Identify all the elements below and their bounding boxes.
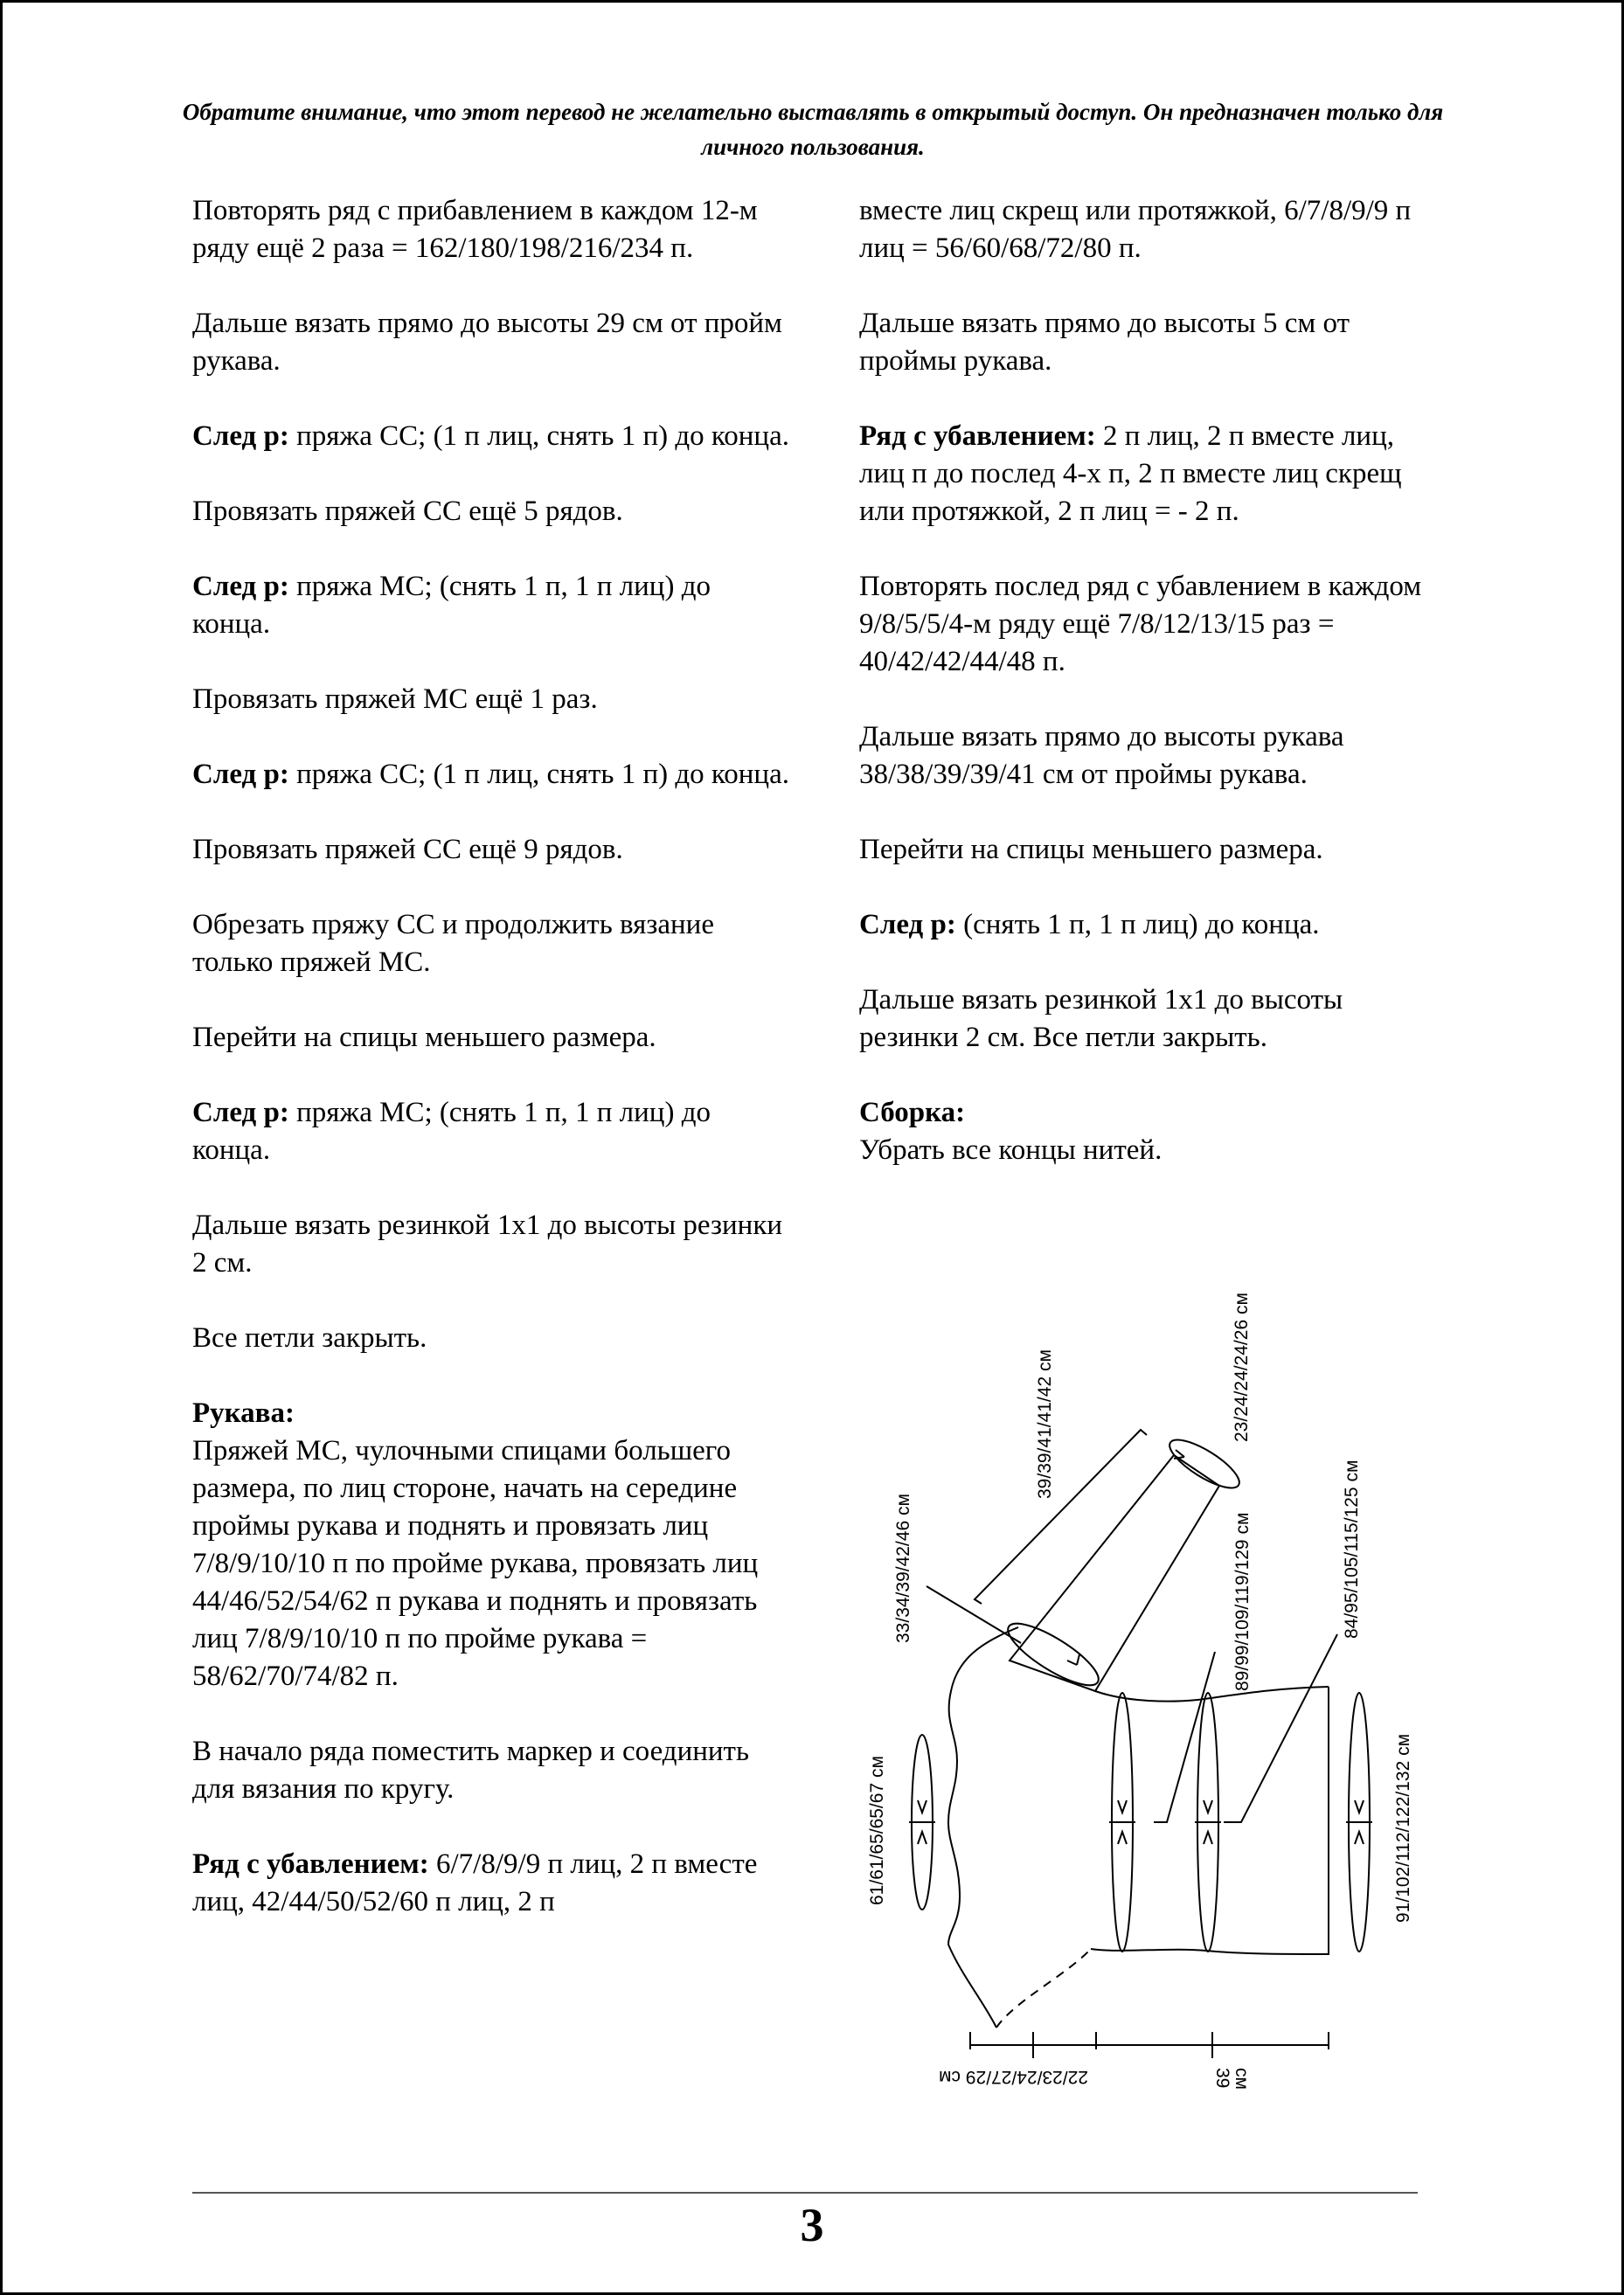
section-heading: Рукава:	[192, 1397, 295, 1429]
lower-body-ellipse	[1195, 1693, 1221, 1952]
paragraph: След р: пряжа МС; (снять 1 п, 1 п лиц) до конца.	[192, 1097, 711, 1166]
bottom-depth-label: 22/23/24/27/29 см	[939, 2067, 1088, 2087]
chest-label: 89/99/109/119/129 см	[1232, 1512, 1253, 1691]
paragraph: Все петли закрыть.	[192, 1322, 427, 1354]
paragraph: Дальше вязать прямо до высоты рукава 38/38/39/39/41 см от проймы рукава.	[859, 721, 1344, 790]
translation-notice: Обратите внимание, что этот перевод не желательно выставлять в открытый доступ. Он предназначен только для личного пользования.	[182, 99, 1444, 160]
bottom-length-unit: см	[1232, 2068, 1252, 2090]
paragraph: Дальше вязать прямо до высоты 5 см от проймы рукава.	[859, 308, 1350, 377]
paragraph: След р: пряжа СС; (1 п лиц, снять 1 п) до конца.	[192, 759, 789, 790]
lower-body-label: 84/95/105/115/125 см	[1342, 1460, 1362, 1639]
sleeve-length-bracket	[975, 1430, 1147, 1604]
body-hem-dashed	[996, 1949, 1091, 2028]
upper-arm-label: 33/34/39/42/46 см	[893, 1494, 913, 1643]
paragraph: Ряд с убавлением: 6/7/8/9/9 п лиц, 2 п вместе лиц, 42/44/50/52/60 п лиц, 2 п	[192, 1848, 758, 1917]
paragraph: Провязать пряжей СС ещё 5 рядов.	[192, 496, 623, 527]
paragraph: Дальше вязать резинкой 1х1 до высоты резинки 2 см.	[192, 1210, 783, 1279]
sleeves-section: Рукава: Пряжей МС, чулочными спицами большего размера, по лиц стороне, начать на середине проймы рукава и поднять и провязать лиц 7/8/9/10/10 п по пройме рукава, провязать лиц 44/46/52/54/62 п рукава и поднять и провязать лиц 7/8/9/10/10 п по пройме рукава = 58/62/70/74/82 п.	[192, 1397, 759, 1692]
paragraph: Обрезать пряжу СС и продолжить вязание только пряжей МС.	[192, 909, 714, 978]
paragraph: Повторять ряд с прибавлением в каждом 12-м ряду ещё 2 раза = 162/180/198/216/234 п.	[192, 195, 758, 264]
upper-arm-ellipse	[1001, 1613, 1107, 1695]
paragraph: вместе лиц скрещ или протяжкой, 6/7/8/9/9 п лиц = 56/60/68/72/80 п.	[859, 195, 1412, 264]
chest-pointer	[1154, 1652, 1215, 1822]
section-heading: Сборка:	[859, 1097, 966, 1128]
paragraph: Перейти на спицы меньшего размера.	[859, 834, 1323, 865]
bottom-ruler	[970, 2032, 1329, 2058]
paragraph: След р: пряжа МС; (снять 1 п, 1 п лиц) до конца.	[192, 571, 711, 640]
cuff-label: 23/24/24/24/26 см	[1232, 1293, 1252, 1442]
paragraph: В начало ряда поместить маркер и соединить для вязания по кругу.	[192, 1736, 750, 1805]
upper-arm-pointer	[927, 1586, 1021, 1643]
paragraph: След р: (снять 1 п, 1 п лиц) до конца.	[859, 909, 1320, 940]
sleeve-length-label: 39/39/41/41/42 см	[1035, 1349, 1055, 1499]
paragraph: Провязать пряжей МС ещё 1 раз.	[192, 683, 598, 715]
yoke-label: 61/61/65/65/67 см	[867, 1756, 887, 1905]
hem-ellipse	[1346, 1693, 1372, 1952]
page-number: 3	[800, 2199, 824, 2251]
paragraph: Дальше вязать резинкой 1х1 до высоты резинки 2 см. Все петли закрыть.	[859, 984, 1343, 1053]
paragraph: Провязать пряжей СС ещё 9 рядов.	[192, 834, 623, 865]
body-outline	[948, 1627, 1018, 2028]
paragraph: Ряд с убавлением: 2 п лиц, 2 п вместе лиц, лиц п до послед 4-х п, 2 п вместе лиц скрещ или протяжкой, 2 п лиц = - 2 п.	[859, 420, 1402, 527]
assembly-section: Сборка: Убрать все концы нитей.	[859, 1097, 1162, 1166]
hem-label: 91/102/112/122/132 см	[1393, 1733, 1413, 1923]
body-bottom-edge	[1091, 1687, 1329, 1954]
bottom-length-value: 39	[1212, 2068, 1232, 2089]
paragraph: Повторять послед ряд с убавлением в каждом 9/8/5/5/4-м ряду ещё 7/8/12/13/15 раз = 40/42/42/44/48 п.	[859, 571, 1422, 677]
paragraph: Дальше вязать прямо до высоты 29 см от пройм рукава.	[192, 308, 782, 377]
paragraph: Перейти на спицы меньшего размера.	[192, 1022, 656, 1053]
yoke-ellipse	[909, 1735, 935, 1910]
paragraph: След р: пряжа СС; (1 п лиц, снять 1 п) до конца.	[192, 420, 789, 452]
chest-ellipse	[1109, 1693, 1135, 1952]
